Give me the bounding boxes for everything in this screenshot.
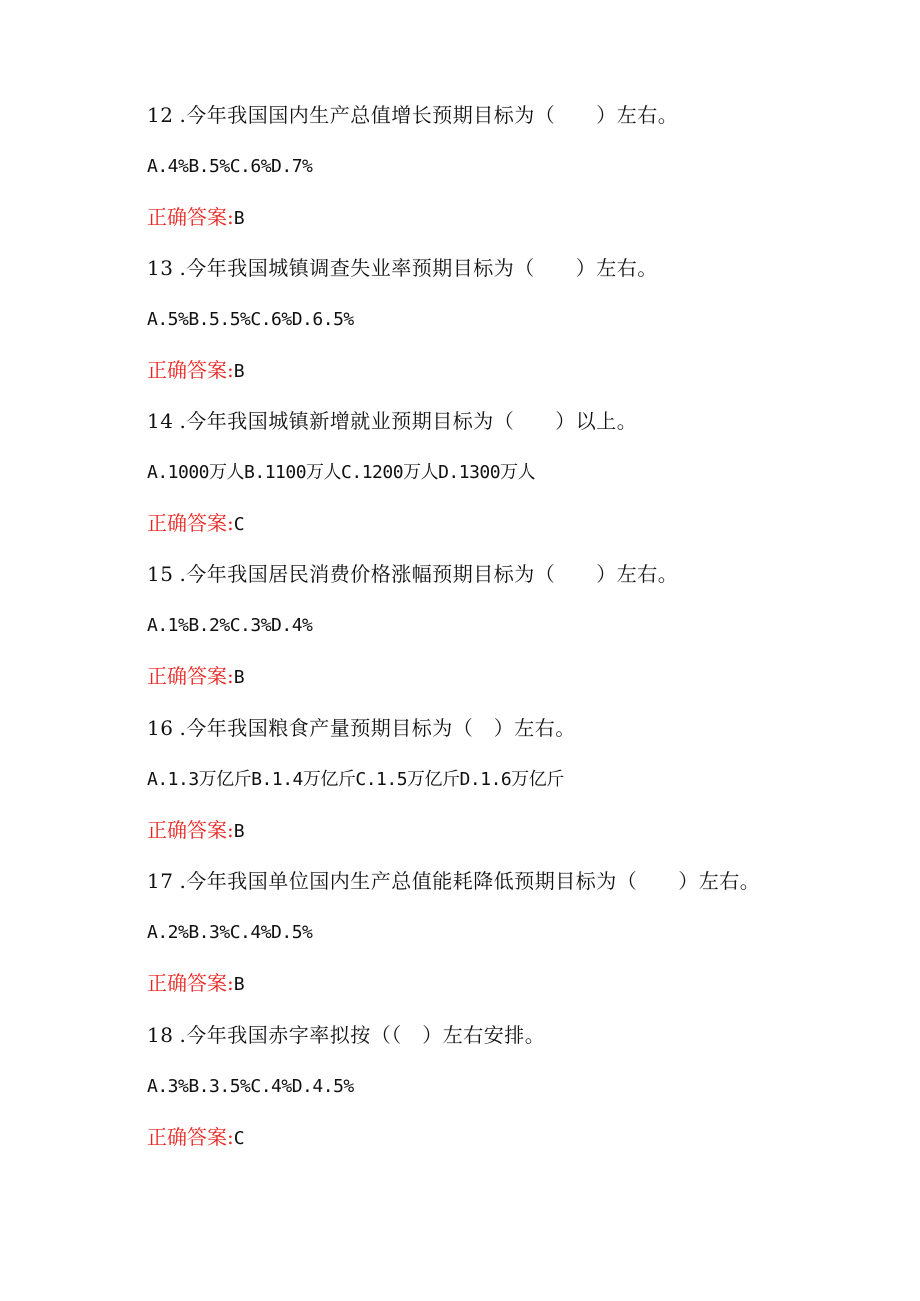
answer-label: 正确答案: — [147, 511, 234, 535]
question-options: A.1%B.2%C.3%D.4% — [147, 615, 313, 636]
answer-label: 正确答案: — [147, 664, 234, 688]
question-text — [147, 90, 887, 141]
question-18 — [147, 1010, 887, 1163]
answer-line — [147, 1112, 887, 1163]
question-12 — [147, 90, 887, 243]
question-number: 13 — [147, 256, 174, 280]
answer-line — [147, 345, 887, 396]
answer-value: B — [233, 667, 245, 688]
question-15 — [147, 549, 887, 702]
question-number: 14 — [147, 409, 174, 433]
question-options: A.1.3万亿斤B.1.4万亿斤C.1.5万亿斤D.1.6万亿斤 — [147, 769, 564, 790]
question-17 — [147, 856, 887, 1009]
answer-label: 正确答案: — [147, 818, 234, 842]
question-options: A.2%B.3%C.4%D.5% — [147, 922, 313, 943]
answer-value: B — [233, 361, 245, 382]
question-stem: .今年我国城镇调查失业率预期目标为（ ）左右。 — [179, 256, 658, 280]
answer-line — [147, 192, 887, 243]
question-stem: .今年我国单位国内生产总值能耗降低预期目标为（ ）左右。 — [179, 869, 761, 893]
answer-label: 正确答案: — [147, 971, 234, 995]
question-text — [147, 703, 887, 754]
answer-value: C — [233, 1128, 245, 1149]
question-options: A.4%B.5%C.6%D.7% — [147, 156, 313, 177]
question-14 — [147, 396, 887, 549]
answer-value: B — [233, 974, 245, 995]
answer-value: B — [233, 208, 245, 229]
question-number: 15 — [147, 562, 174, 586]
question-text — [147, 856, 887, 907]
question-16 — [147, 703, 887, 856]
question-text — [147, 549, 887, 600]
question-options: A.3%B.3.5%C.4%D.4.5% — [147, 1076, 354, 1097]
answer-label: 正确答案: — [147, 1125, 234, 1149]
question-number: 12 — [147, 103, 174, 127]
question-stem: .今年我国赤字率拟按（（ ）左右安排。 — [179, 1023, 546, 1047]
question-number: 18 — [147, 1023, 174, 1047]
question-stem: .今年我国居民消费价格涨幅预期目标为（ ）左右。 — [179, 562, 679, 586]
question-stem: .今年我国粮食产量预期目标为（ ）左右。 — [179, 716, 576, 740]
question-stem: .今年我国城镇新增就业预期目标为（ ）以上。 — [179, 409, 638, 433]
question-stem: .今年我国国内生产总值增长预期目标为（ ）左右。 — [179, 103, 679, 127]
question-number: 17 — [147, 869, 174, 893]
question-number: 16 — [147, 716, 174, 740]
answer-label: 正确答案: — [147, 358, 234, 382]
question-text — [147, 243, 887, 294]
question-options: A.5%B.5.5%C.6%D.6.5% — [147, 309, 354, 330]
question-text — [147, 396, 887, 447]
answer-value: C — [233, 514, 245, 535]
question-options: A.1000万人B.1100万人C.1200万人D.1300万人 — [147, 462, 536, 483]
answer-line — [147, 958, 887, 1009]
question-text — [147, 1010, 887, 1061]
answer-line — [147, 651, 887, 702]
answer-line — [147, 498, 887, 549]
answer-label: 正确答案: — [147, 205, 234, 229]
question-13 — [147, 243, 887, 396]
answer-value: B — [233, 821, 245, 842]
answer-line — [147, 805, 887, 856]
